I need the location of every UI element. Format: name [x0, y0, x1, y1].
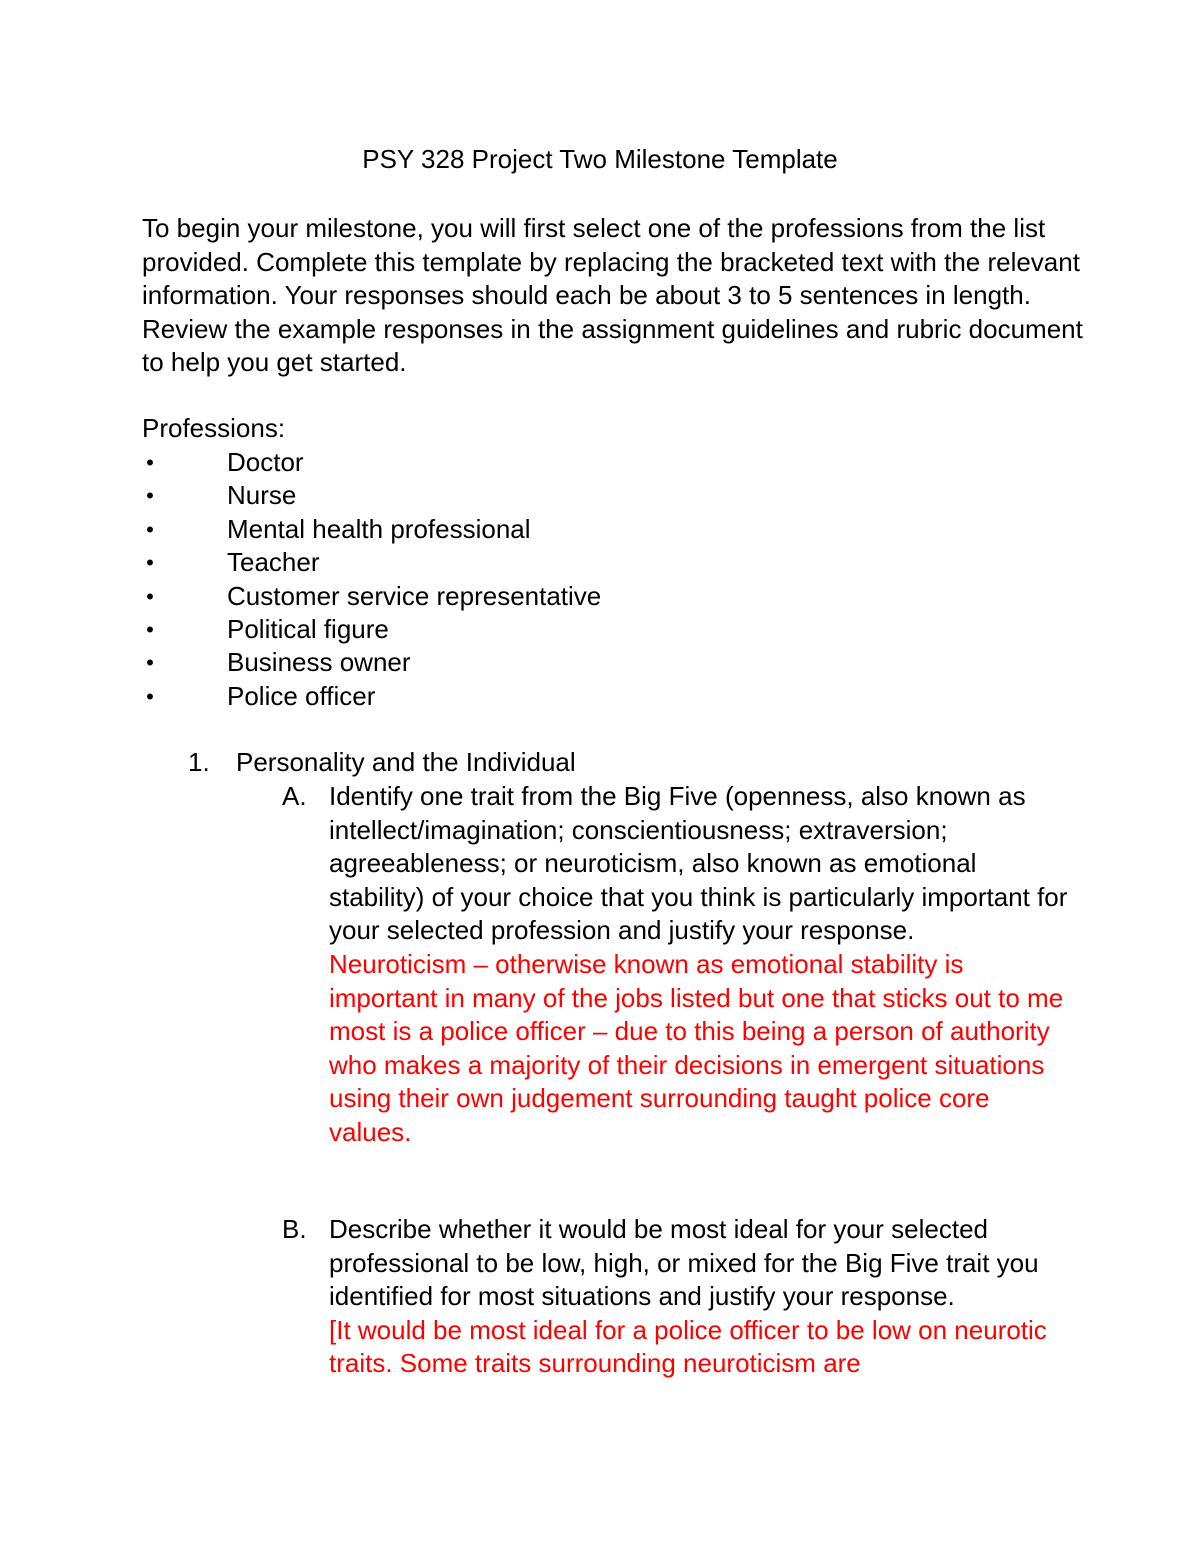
profession-doctor: Doctor — [227, 447, 304, 477]
list-item — [142, 479, 942, 512]
section-number: 1. — [188, 747, 210, 777]
profession-police-officer: Police officer — [227, 680, 376, 711]
professions-label: Professions: — [142, 413, 286, 443]
item-b-body — [329, 1213, 1069, 1381]
item-a-prompt: Identify one trait from the Big Five (openness, also known as intellect/imagination; conscientiousness; extraversion; agreeableness; or neuroticism, also known as emotional stability) of your choice that you think is particularly important for your selected profession and justify your response. — [329, 781, 1068, 946]
bullet-icon: • — [146, 683, 154, 709]
bullet-icon: • — [146, 616, 154, 642]
document-title: PSY 328 Project Two Milestone Template — [362, 144, 838, 174]
item-b-response: [It would be most ideal for a police officer to be low on neurotic traits. Some traits surrounding neuroticism are — [329, 1314, 1047, 1379]
bullet-icon: • — [146, 583, 154, 609]
list-item — [142, 513, 942, 546]
professions-list — [142, 446, 942, 713]
list-item — [142, 446, 942, 479]
intro-paragraph: To begin your milestone, you will first select one of the professions from the list provided. Complete this template by replacing the bracketed text with the relevant information. Your responses should each be about 3 to 5 sentences in length. Review the example responses in the assignment guidelines and rubric document to help you get started. — [142, 213, 1083, 378]
bullet-icon: • — [146, 450, 154, 475]
list-item — [142, 680, 942, 713]
list-item — [142, 580, 942, 613]
profession-business-owner: Business owner — [227, 647, 411, 678]
item-a-body — [329, 780, 1069, 1150]
bullet-icon: • — [146, 483, 154, 509]
bullet-icon: • — [146, 650, 154, 676]
bullet-icon: • — [146, 516, 154, 542]
profession-mental-health: Mental health professional — [227, 513, 531, 544]
list-item — [142, 646, 942, 679]
list-item — [142, 546, 942, 579]
bullet-icon: • — [146, 550, 154, 576]
item-b-prompt: Describe whether it would be most ideal for your selected professional to be low, high, or mixed for the Big Five trait you identified for most situations and justify your response. — [329, 1214, 1039, 1312]
profession-nurse: Nurse — [227, 480, 297, 511]
profession-customer-service: Customer service representative — [227, 580, 602, 611]
item-a-letter: A. — [282, 781, 307, 811]
list-item — [142, 613, 942, 646]
profession-teacher: Teacher — [227, 547, 320, 578]
item-b-letter: B. — [282, 1214, 307, 1244]
item-a-response: Neuroticism – otherwise known as emotional stability is important in many of the jobs listed but one that sticks out to me most is a police officer – due to this being a person of authority who makes a majority of their decisions in emergent situations using their own judgement surrounding taught police core values. — [329, 948, 1064, 1147]
section-title: Personality and the Individual — [236, 747, 576, 777]
profession-political-figure: Political figure — [227, 613, 389, 644]
